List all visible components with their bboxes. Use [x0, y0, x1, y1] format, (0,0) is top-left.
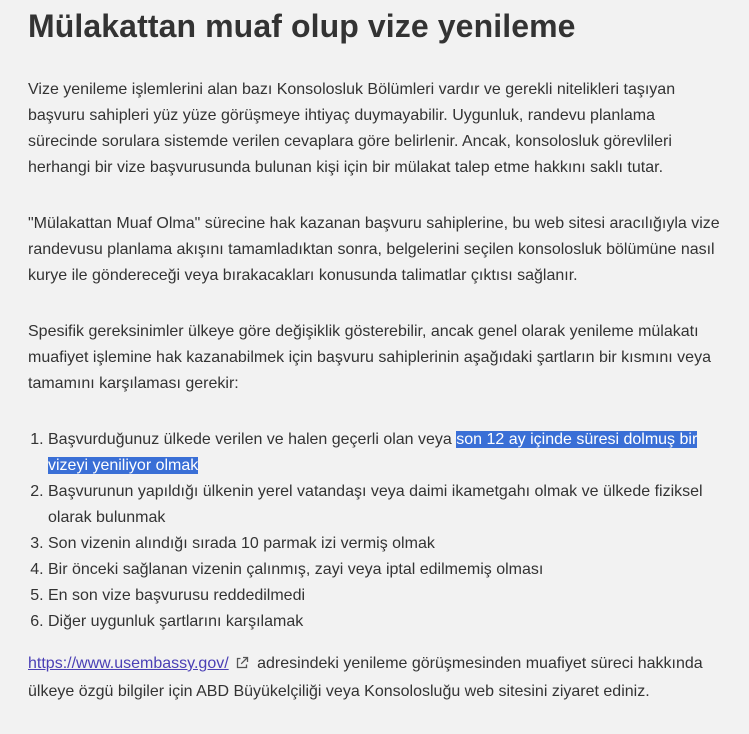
list-item: 6. Diğer uygunluk şartlarını karşılamak [48, 609, 721, 635]
requirements-list [28, 427, 721, 635]
footer-text: adresindeki yenileme görüşmesinden muafiyet süreci hakkında ülkeye özgü bilgiler için ABD Büyükelçiliği veya Konsolosluğu web sitesini ziyaret ediniz. [28, 655, 703, 700]
external-link-icon[interactable] [235, 653, 249, 679]
selected-text[interactable]: son 12 ay içinde süresi dolmuş bir vizeyi yeniliyor olmak [48, 431, 698, 474]
list-item-text: Başvurduğunuz ülkede verilen ve halen geçerli olan veya [48, 431, 457, 448]
list-item [48, 427, 721, 479]
footer-paragraph [28, 651, 721, 705]
paragraph-intro: Vize yenileme işlemlerini alan bazı Konsolosluk Bölümleri vardır ve gerekli nitelikleri taşıyan başvuru sahipleri yüz yüze görüşmeye ihtiyaç duymayabilir. Uygunluk, randevu planlama sürecinde sorulara sistemde verilen cevaplara göre belirlenir. Ancak, konsolosluk görevlileri herhangi bir vize başvurusunda bulunan kişi için bir mülakat talep etme hakkını saklı tutar. [28, 81, 676, 176]
page-title: Mülakattan muaf olup vize yenileme [28, 8, 576, 44]
paragraph-requirements: Spesifik gereksinimler ülkeye göre değişiklik gösterebilir, ancak genel olarak yenileme mülakatı muafiyet işlemine hak kazanabilmek için başvuru sahiplerinin aşağıdaki şartların bir kısmını veya tamamını karşılaması gerekir: [28, 323, 711, 392]
list-item: 2. Başvurunun yapıldığı ülkenin yerel vatandaşı veya daimi ikametgahı olmak ve ülkede fiziksel olarak bulunmak [48, 479, 721, 531]
usembassy-link[interactable]: https://www.usembassy.gov/ [28, 655, 229, 672]
list-item: 5. En son vize başvurusu reddedilmedi [48, 583, 721, 609]
list-item: 4. Bir önceki sağlanan vizenin çalınmış, zayi veya iptal edilmemiş olması [48, 557, 721, 583]
list-item: 3. Son vizenin alındığı sırada 10 parmak izi vermiş olmak [48, 531, 721, 557]
paragraph-waiver: "Mülakattan Muaf Olma" sürecine hak kazanan başvuru sahiplerine, bu web sitesi aracılığıyla vize randevusu planlama akışını tamamladıktan sonra, belgelerini seçilen konsolosluk bölümüne nasıl kurye ile göndereceği veya bırakacakları konusunda talimatlar çıktısı sağlanır. [28, 215, 720, 284]
